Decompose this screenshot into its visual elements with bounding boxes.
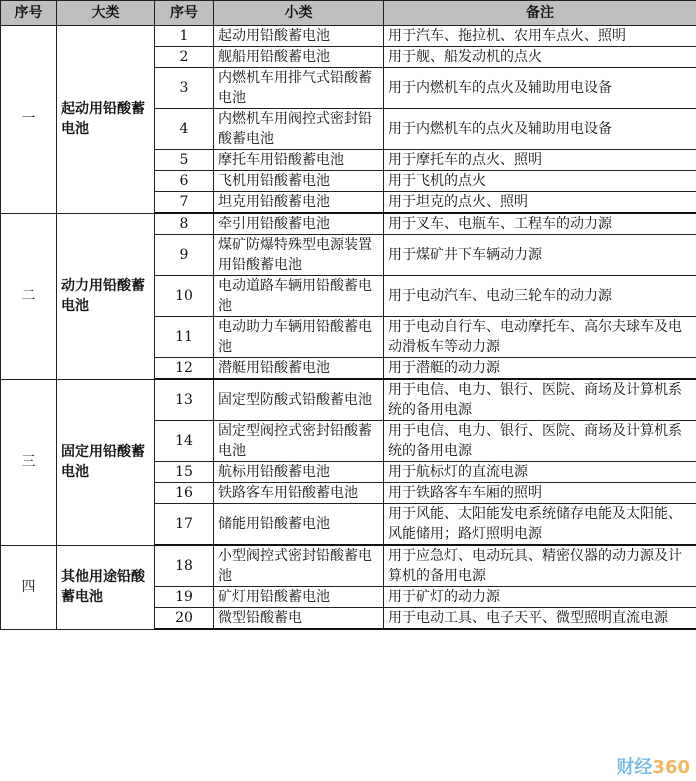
item-remark: 用于铁路客车车厢的照明 <box>384 483 696 504</box>
item-remark: 用于应急灯、电动玩具、精密仪器的动力源及计算机的备用电源 <box>384 545 696 587</box>
item-subcategory: 潜艇用铅酸蓄电池 <box>214 358 384 380</box>
group-number: 一 <box>1 26 57 214</box>
item-subcategory: 电动道路车辆用铅酸蓄电池 <box>214 276 384 317</box>
item-remark: 用于汽车、拖拉机、农用车点火、照明 <box>384 26 696 47</box>
item-subcategory: 电动助力车辆用铅酸蓄电池 <box>214 317 384 358</box>
item-remark: 用于煤矿井下车辆动力源 <box>384 235 696 276</box>
item-number: 20 <box>155 608 214 630</box>
watermark-brand: 财经 <box>616 757 653 778</box>
item-subcategory: 储能用铅酸蓄电池 <box>214 504 384 546</box>
item-number: 8 <box>155 213 214 235</box>
item-subcategory: 煤矿防爆特殊型电源装置用铅酸蓄电池 <box>214 235 384 276</box>
item-number: 2 <box>155 47 214 68</box>
header-remarks: 备注 <box>384 1 696 26</box>
watermark-logo <box>616 753 690 779</box>
item-subcategory: 固定型防酸式铅酸蓄电池 <box>214 379 384 421</box>
group-number: 三 <box>1 379 57 545</box>
item-remark: 用于坦克的点火、照明 <box>384 192 696 214</box>
item-number: 17 <box>155 504 214 546</box>
item-number: 13 <box>155 379 214 421</box>
item-subcategory: 飞机用铅酸蓄电池 <box>214 171 384 192</box>
table-row <box>1 26 696 47</box>
item-remark: 用于摩托车的点火、照明 <box>384 150 696 171</box>
item-number: 18 <box>155 545 214 587</box>
item-remark: 用于风能、太阳能发电系统储存电能及太阳能、风能储用；路灯照明电源 <box>384 504 696 546</box>
item-remark: 用于潜艇的动力源 <box>384 358 696 380</box>
table-row <box>1 213 696 235</box>
group-number: 四 <box>1 545 57 629</box>
item-remark: 用于矿灯的动力源 <box>384 587 696 608</box>
watermark-number: 360 <box>652 757 690 778</box>
item-number: 3 <box>155 68 214 109</box>
item-number: 5 <box>155 150 214 171</box>
item-subcategory: 铁路客车用铅酸蓄电池 <box>214 483 384 504</box>
item-number: 11 <box>155 317 214 358</box>
item-remark: 用于电动汽车、电动三轮车的动力源 <box>384 276 696 317</box>
item-remark: 用于电动自行车、电动摩托车、高尔夫球车及电动滑板车等动力源 <box>384 317 696 358</box>
item-subcategory: 内燃机车用排气式铅酸蓄电池 <box>214 68 384 109</box>
item-subcategory: 小型阀控式密封铅酸蓄电池 <box>214 545 384 587</box>
item-remark: 用于电信、电力、银行、医院、商场及计算机系统的备用电源 <box>384 421 696 462</box>
item-subcategory: 舰船用铅酸蓄电池 <box>214 47 384 68</box>
item-subcategory: 航标用铅酸蓄电池 <box>214 462 384 483</box>
item-subcategory: 矿灯用铅酸蓄电池 <box>214 587 384 608</box>
group-number: 二 <box>1 213 57 379</box>
item-number: 12 <box>155 358 214 380</box>
item-number: 19 <box>155 587 214 608</box>
item-remark: 用于航标灯的直流电源 <box>384 462 696 483</box>
item-subcategory: 坦克用铅酸蓄电池 <box>214 192 384 214</box>
table-row <box>1 379 696 421</box>
item-number: 14 <box>155 421 214 462</box>
item-remark: 用于电信、电力、银行、医院、商场及计算机系统的备用电源 <box>384 379 696 421</box>
item-number: 1 <box>155 26 214 47</box>
item-remark: 用于舰、船发动机的点火 <box>384 47 696 68</box>
item-number: 16 <box>155 483 214 504</box>
item-number: 9 <box>155 235 214 276</box>
item-remark: 用于内燃机车的点火及辅助用电设备 <box>384 109 696 150</box>
header-group-no: 序号 <box>1 1 57 26</box>
item-number: 4 <box>155 109 214 150</box>
item-subcategory: 固定型阀控式密封铅酸蓄电池 <box>214 421 384 462</box>
group-category: 其他用途铅酸蓄电池 <box>57 545 155 629</box>
item-subcategory: 内燃机车用阀控式密封铅酸蓄电池 <box>214 109 384 150</box>
table-row <box>1 545 696 587</box>
header-subcategory: 小类 <box>214 1 384 26</box>
group-category: 动力用铅酸蓄电池 <box>57 213 155 379</box>
group-category: 固定用铅酸蓄电池 <box>57 379 155 545</box>
item-remark: 用于电动工具、电子天平、微型照明直流电源 <box>384 608 696 630</box>
item-number: 6 <box>155 171 214 192</box>
item-subcategory: 牵引用铅酸蓄电池 <box>214 213 384 235</box>
item-remark: 用于飞机的点火 <box>384 171 696 192</box>
item-remark: 用于内燃机车的点火及辅助用电设备 <box>384 68 696 109</box>
item-subcategory: 起动用铅酸蓄电池 <box>214 26 384 47</box>
group-category: 起动用铅酸蓄电池 <box>57 26 155 214</box>
item-subcategory: 微型铅酸蓄电 <box>214 608 384 630</box>
table-body <box>1 26 696 630</box>
item-remark: 用于叉车、电瓶车、工程车的动力源 <box>384 213 696 235</box>
item-number: 7 <box>155 192 214 214</box>
header-item-no: 序号 <box>155 1 214 26</box>
item-subcategory: 摩托车用铅酸蓄电池 <box>214 150 384 171</box>
table-header-row <box>1 1 696 26</box>
header-category: 大类 <box>57 1 155 26</box>
item-number: 15 <box>155 462 214 483</box>
item-number: 10 <box>155 276 214 317</box>
